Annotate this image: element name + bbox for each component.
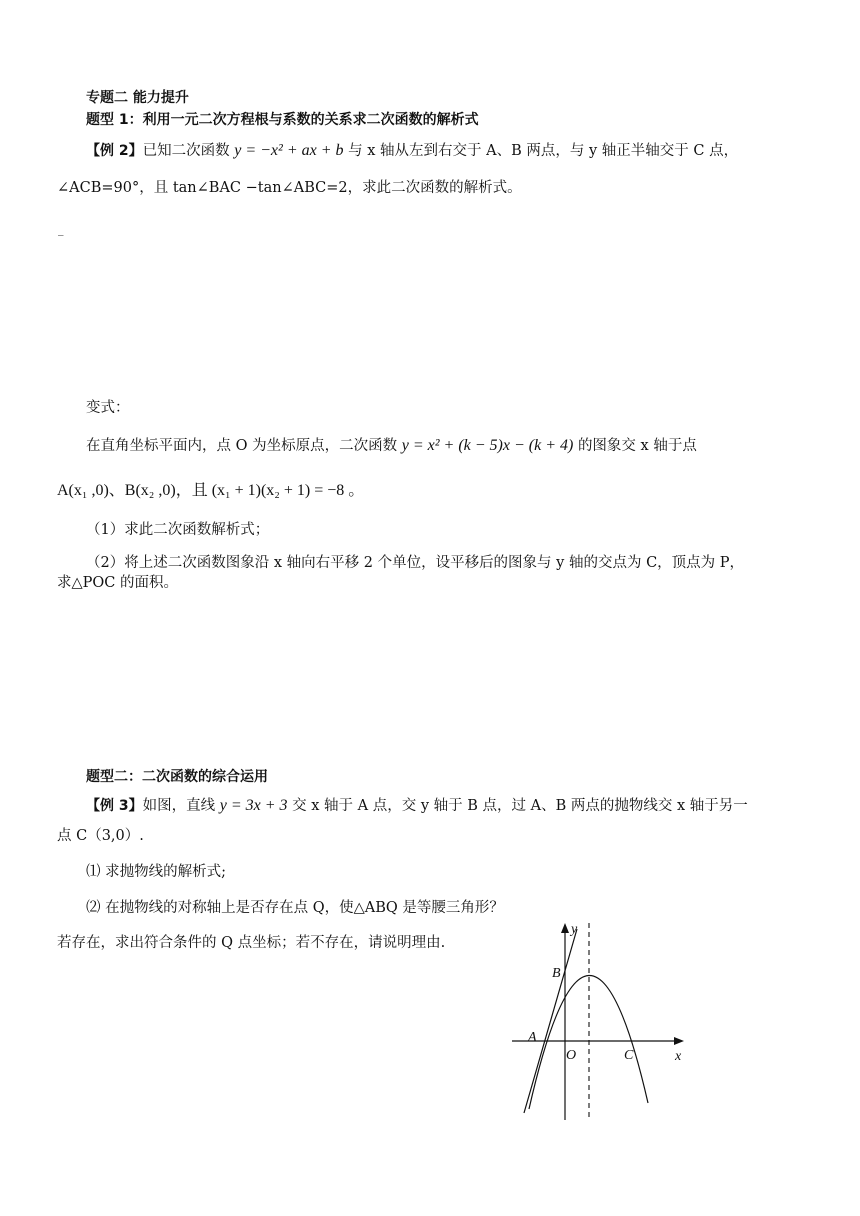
parabola-figure xyxy=(508,915,688,1125)
example3-text-a: 如图，直线 xyxy=(142,798,216,814)
x-axis-arrow-icon xyxy=(674,1037,684,1045)
example3-line2: 点 C（3,0）. xyxy=(57,828,144,844)
variant-q2-line2: 求△POC 的面积。 xyxy=(57,575,178,591)
label-O: O xyxy=(566,1048,577,1063)
variant-formula: y = x² + (k − 5)x − (k + 4) xyxy=(401,437,574,454)
type2-title: 题型二：二次函数的综合运用 xyxy=(86,769,268,785)
stray-mark: _ xyxy=(58,223,64,236)
label-y: y xyxy=(571,922,578,937)
example2-formula: y = −x² + ax + b xyxy=(234,142,344,159)
example2-text-a: 已知二次函数 xyxy=(142,143,230,159)
example3-line1 xyxy=(86,796,748,816)
variant-line2: A(x₁ ,0)、B(x₂ ,0)，且 (x₁ + 1)(x₂ + 1) = −8 。 xyxy=(57,482,365,499)
label-C: C xyxy=(624,1048,634,1063)
label-A: A xyxy=(528,1030,537,1045)
example3-q2-cont: 若存在，求出符合条件的 Q 点坐标；若不存在，请说明理由. xyxy=(57,935,446,951)
example3-q1: ⑴ 求抛物线的解析式; xyxy=(86,864,226,880)
example3-text-b: 交 x 轴于 A 点，交 y 轴于 B 点，过 A、B 两点的抛物线交 x 轴于另一 xyxy=(292,798,748,814)
parabola-diagram xyxy=(508,915,688,1125)
example3-q2: ⑵ 在抛物线的对称轴上是否存在点 Q，使△ABQ 是等腰三角形？ xyxy=(86,900,504,916)
example2-text-b: 与 x 轴从左到右交于 A、B 两点，与 y 轴正半轴交于 C 点， xyxy=(348,143,739,159)
variant-q2-line1: （2）将上述二次函数图象沿 x 轴向右平移 2 个单位，设平移后的图象与 y 轴的交点为 C，顶点为 P， xyxy=(86,555,745,571)
section-title: 专题二 能力提升 xyxy=(86,90,189,106)
label-x: x xyxy=(675,1049,682,1064)
example3-formula: y = 3x + 3 xyxy=(219,797,288,814)
example2-tag: 【例 2】 xyxy=(86,143,143,159)
type1-title: 题型 1：利用一元二次方程根与系数的关系求二次函数的解析式 xyxy=(86,112,479,128)
variant-line1-text-a: 在直角坐标平面内，点 O 为坐标原点，二次函数 xyxy=(86,438,398,454)
y-axis-arrow-icon xyxy=(561,923,569,933)
example3-tag: 【例 3】 xyxy=(86,798,143,814)
line-y3x3 xyxy=(524,929,577,1113)
example2-line2: ∠ACB=90°，且 tan∠BAC −tan∠ABC=2，求此二次函数的解析式。 xyxy=(57,180,522,196)
label-B: B xyxy=(552,966,561,981)
variant-line1 xyxy=(86,436,697,456)
variant-label: 变式： xyxy=(86,400,130,416)
example2-line1 xyxy=(86,141,738,161)
variant-line1-text-b: 的图象交 x 轴于点 xyxy=(577,438,697,454)
variant-q1: （1）求此二次函数解析式； xyxy=(86,522,270,538)
